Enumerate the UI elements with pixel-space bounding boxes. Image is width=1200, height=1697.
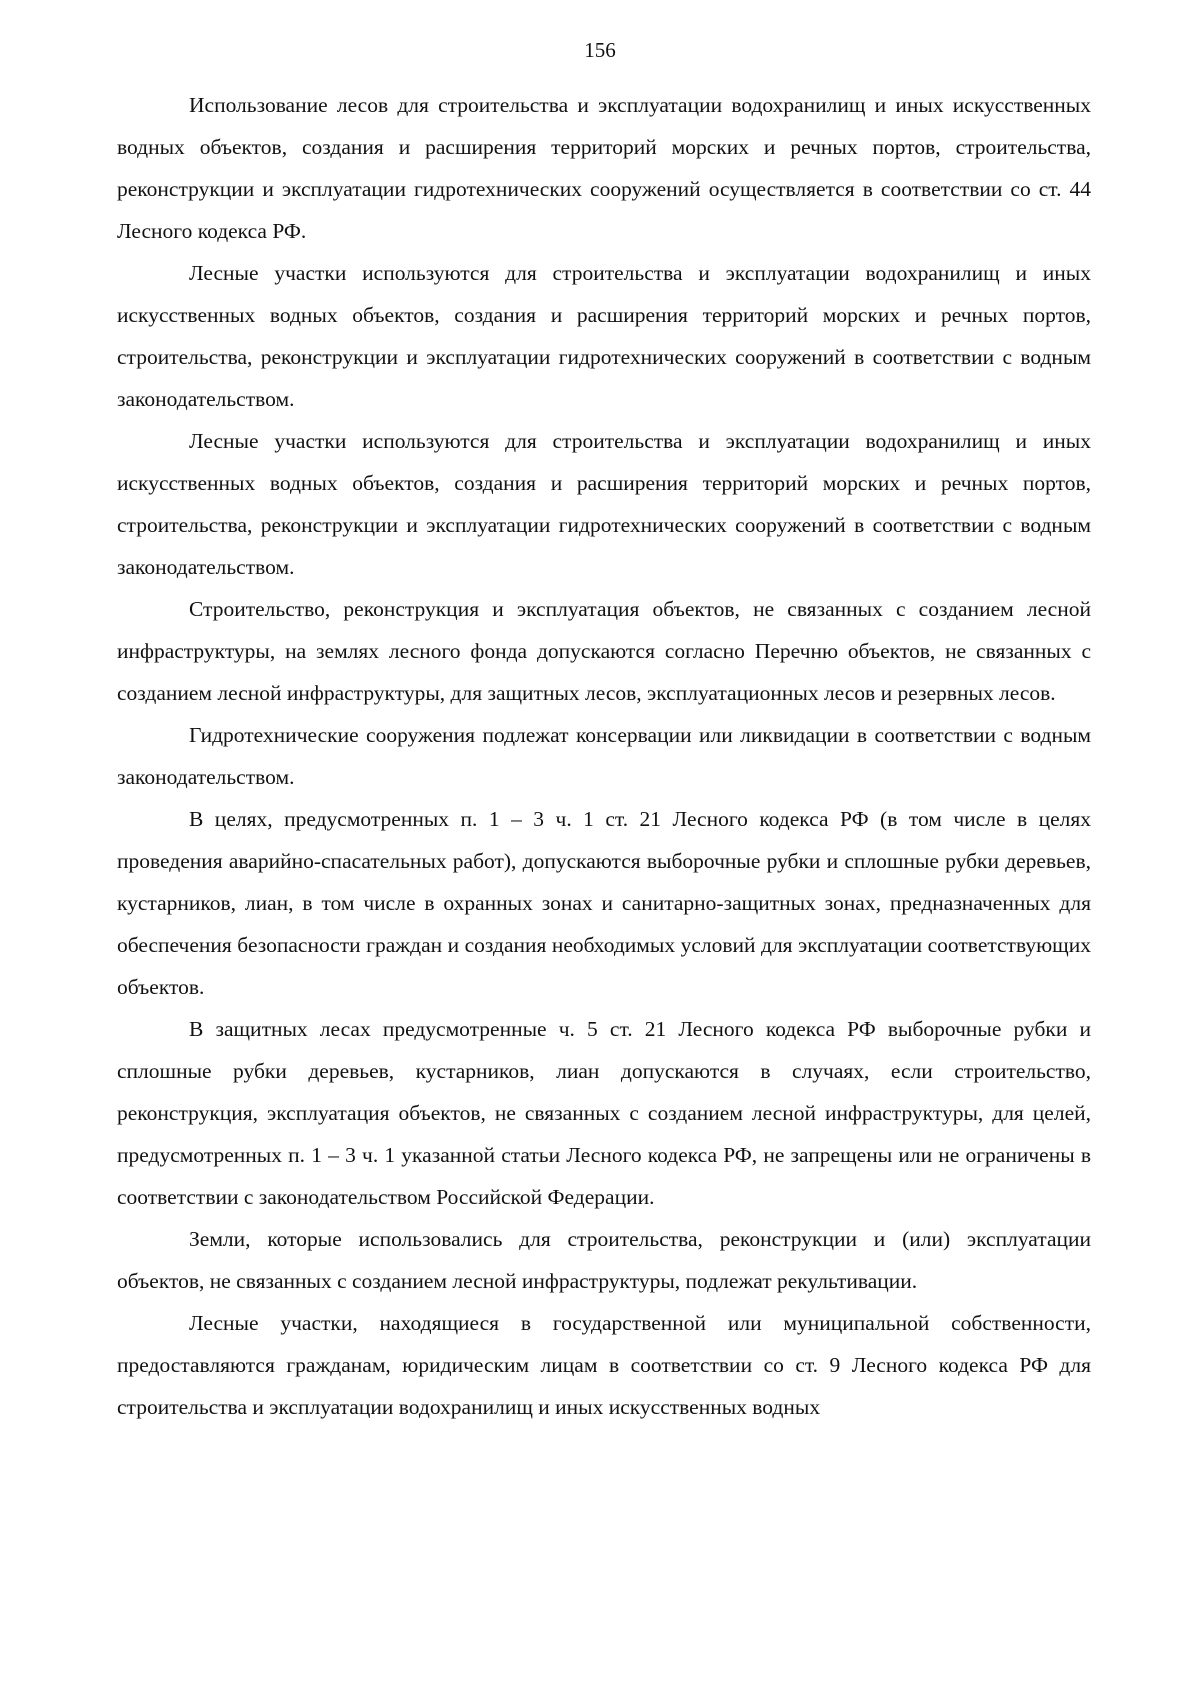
paragraph-2: Лесные участки используются для строительства и эксплуатации водохранилищ и иных искусственных водных объектов, создания и расширения территорий морских и речных портов, строительства, реконструкции и эксплуатации гидротехнических сооружений в соответствии с водным законодательством. [117,261,1091,411]
page-number: 156 [584,38,616,62]
paragraph-7: В защитных лесах предусмотренные ч. 5 ст. 21 Лесного кодекса РФ выборочные рубки и сплошные рубки деревьев, кустарников, лиан допускаются в случаях, если строительство, реконструкция, эксплуатация объектов, не связанных с созданием лесной инфраструктуры, для целей, предусмотренных п. 1 – 3 ч. 1 указанной статьи Лесного кодекса РФ, не запрещены или не ограничены в соответствии с законодательством Российской Федерации. [117,1017,1091,1209]
paragraph-3: Лесные участки используются для строительства и эксплуатации водохранилищ и иных искусственных водных объектов, создания и расширения территорий морских и речных портов, строительства, реконструкции и эксплуатации гидротехнических сооружений в соответствии с водным законодательством. [117,429,1091,579]
paragraph-8: Земли, которые использовались для строительства, реконструкции и (или) эксплуатации объектов, не связанных с созданием лесной инфраструктуры, подлежат рекультивации. [117,1227,1091,1293]
paragraph-1: Использование лесов для строительства и эксплуатации водохранилищ и иных искусственных водных объектов, создания и расширения территорий морских и речных портов, строительства, реконструкции и эксплуатации гидротехнических сооружений осуществляется в соответствии со ст. 44 Лесного кодекса РФ. [117,93,1091,243]
paragraph-4: Строительство, реконструкция и эксплуатация объектов, не связанных с созданием лесной инфраструктуры, на землях лесного фонда допускаются согласно Перечню объектов, не связанных с созданием лесной инфраструктуры, для защитных лесов, эксплуатационных лесов и резервных лесов. [117,597,1091,705]
paragraph-6: В целях, предусмотренных п. 1 – 3 ч. 1 ст. 21 Лесного кодекса РФ (в том числе в целях проведения аварийно-спасательных работ), допускаются выборочные рубки и сплошные рубки деревьев, кустарников, лиан, в том числе в охранных зонах и санитарно-защитных зонах, предназначенных для обеспечения безопасности граждан и создания необходимых условий для эксплуатации соответствующих объектов. [117,807,1091,999]
paragraph-9: Лесные участки, находящиеся в государственной или муниципальной собственности, предоставляются гражданам, юридическим лицам в соответствии со ст. 9 Лесного кодекса РФ для строительства и эксплуатации водохранилищ и иных искусственных водных [117,1311,1091,1419]
paragraph-5: Гидротехнические сооружения подлежат консервации или ликвидации в соответствии с водным законодательством. [117,723,1091,789]
document-body [117,84,1091,1428]
